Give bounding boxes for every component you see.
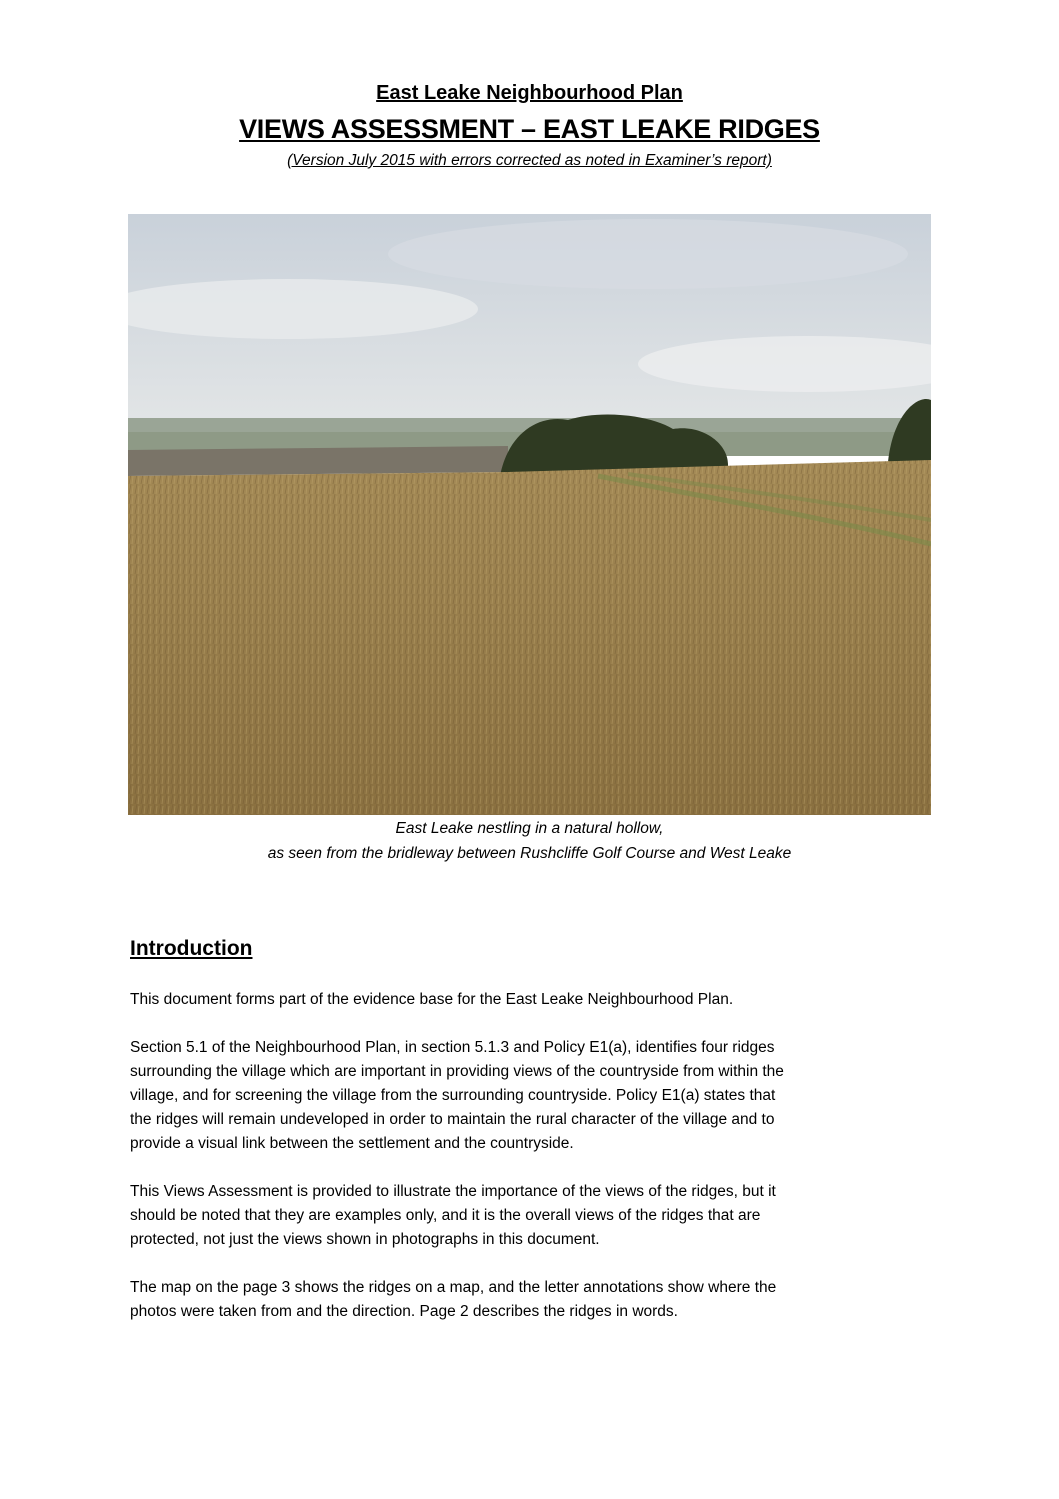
landscape-photo: [128, 214, 931, 815]
town: [128, 446, 508, 476]
caption-line: as seen from the bridleway between Rushcliffe Golf Course and West Leake: [267, 845, 792, 862]
text-line: should be noted that they are examples only, and it is the overall views of the ridges that are: [130, 1207, 761, 1224]
version-note: (Version July 2015 with errors corrected as noted in Examiner’s report): [287, 152, 772, 169]
text-line: protected, not just the views shown in photographs in this document.: [130, 1231, 600, 1248]
wheat-field-illustration: [128, 214, 931, 815]
paragraph: [130, 1276, 930, 1324]
text-line: the ridges will remain undeveloped in order to maintain the rural character of the village and to: [130, 1111, 775, 1128]
text-line: This document forms part of the evidence base for the East Leake Neighbourhood Plan.: [130, 991, 734, 1008]
document-title: East Leake Neighbourhood Plan: [376, 82, 683, 104]
text-line: surrounding the village which are important in providing views of the countryside from within the: [130, 1063, 784, 1080]
section-heading-introduction: Introduction: [130, 937, 253, 960]
text-line: This Views Assessment is provided to illustrate the importance of the views of the ridges, but it: [130, 1183, 776, 1200]
text-line: The map on the page 3 shows the ridges on a map, and the letter annotations show where the: [130, 1279, 777, 1296]
text-line: Section 5.1 of the Neighbourhood Plan, in section 5.1.3 and Policy E1(a), identifies four ridges: [130, 1039, 775, 1056]
introduction-body: [130, 988, 930, 1348]
document-subtitle: VIEWS ASSESSMENT – EAST LEAKE RIDGES: [239, 114, 820, 144]
photo-caption: [0, 816, 1059, 866]
text-line: village, and for screening the village from the surrounding countryside. Policy E1(a) states that: [130, 1087, 776, 1104]
caption-line: East Leake nestling in a natural hollow,: [395, 820, 664, 837]
text-line: photos were taken from and the direction. Page 2 describes the ridges in words.: [130, 1303, 678, 1320]
paragraph: [130, 988, 930, 1012]
text-line: provide a visual link between the settlement and the countryside.: [130, 1135, 574, 1152]
paragraph: [130, 1180, 930, 1252]
paragraph: [130, 1036, 930, 1156]
